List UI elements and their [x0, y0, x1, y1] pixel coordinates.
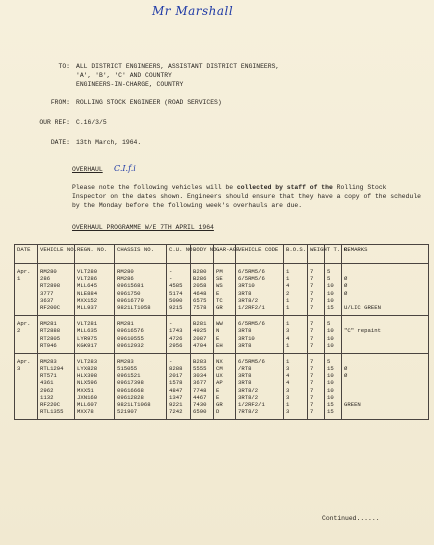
data-cell [284, 264, 308, 316]
cell-value [344, 297, 426, 304]
cell-value: 2956 [169, 341, 183, 349]
cell-value: 09612932 [117, 341, 144, 349]
cell-value: 7 [310, 365, 314, 373]
data-cell [284, 316, 308, 354]
cell-value: Ø [344, 365, 348, 373]
cell-value: 1 [286, 401, 290, 408]
cell-value: 7 [310, 341, 314, 349]
cell-value: RT571 [40, 372, 57, 380]
cell-value: Ø [344, 275, 348, 283]
cell-value: 3 [286, 327, 290, 335]
cell-value: 3 [286, 365, 290, 373]
cell-value: 2 [286, 289, 290, 297]
cell-value: NLX596 [77, 379, 98, 387]
cell-value: "C" repaint [344, 327, 381, 335]
cell-value: SE [216, 275, 223, 283]
data-cell [167, 353, 191, 420]
cell-value: 3034 [193, 372, 207, 380]
column-header: DATE [15, 245, 38, 264]
cell-value: AP [216, 379, 223, 387]
cell-value: /RT8 [238, 365, 252, 373]
column-header: CHASSIS NO. [115, 245, 167, 264]
cell-value: RTL1355 [40, 408, 64, 416]
cell-value: 1743 [169, 327, 183, 335]
cell-value: 7 [310, 268, 314, 275]
cell-value [344, 268, 426, 275]
cell-value: 4726 [169, 334, 183, 342]
cell-value: 3RT8 [238, 327, 252, 335]
cell-value: 3777 [40, 289, 54, 297]
cell-value: 6/5RM5/6 [238, 268, 265, 275]
data-cell [75, 316, 115, 354]
data-cell [284, 353, 308, 420]
cell-value: 7 [310, 289, 314, 297]
cell-value: 10 [327, 296, 334, 304]
cell-value: 3RT8 [238, 341, 252, 349]
cell-value: 3RT8 [238, 289, 252, 297]
cell-value: 09617398 [117, 379, 144, 387]
cell-value: 3RT8/2 [238, 296, 259, 304]
continued-note: Continued...... [322, 515, 380, 522]
cell-value: 7 [310, 401, 314, 408]
to-lines [76, 62, 279, 89]
data-cell [115, 353, 167, 420]
cell-value: 10 [327, 386, 334, 394]
cell-value: 4 [286, 379, 290, 387]
cell-value: RM281 [40, 320, 57, 328]
cell-value: 2087 [193, 334, 207, 342]
cell-value: 1 [286, 357, 290, 365]
cell-value [344, 387, 426, 394]
column-header: REMARKS [342, 245, 429, 264]
data-cell [115, 316, 167, 354]
from-label: FROM: [50, 99, 70, 106]
paragraph-text: Rolling Stock Inspector on the dates shown. Engineers should ensure that they have a copy of the schedule by the Monday before the following week's overhauls are due. [72, 184, 421, 209]
cell-value: 15 [327, 303, 334, 311]
cell-value: 4467 [193, 393, 207, 401]
cell-value: 4361 [40, 379, 54, 387]
cell-value: Ø [344, 289, 348, 297]
data-cell [167, 316, 191, 354]
cell-value: 7430 [193, 401, 207, 408]
cell-value: LYR975 [77, 334, 98, 342]
cell-value: Ø [344, 282, 348, 290]
instruction-paragraph [72, 183, 422, 210]
data-cell [236, 353, 284, 420]
data-cell [214, 353, 236, 420]
cell-value: 4 [286, 282, 290, 290]
cell-value: - [169, 320, 173, 328]
data-cell [167, 264, 191, 316]
cell-value: E [216, 334, 220, 342]
cell-value: 3637 [40, 296, 54, 304]
cell-value: LYX828 [77, 365, 98, 373]
data-cell [342, 316, 429, 354]
cell-value: 2962 [40, 386, 54, 394]
data-cell [75, 264, 115, 316]
cell-value: E [216, 386, 220, 394]
cell-value: 3RT10 [238, 334, 255, 342]
programme-heading: OVERHAUL PROGRAMME W/E 7TH APRIL 1964 [72, 224, 214, 231]
cell-value: MLL607 [77, 401, 98, 408]
cell-value: MXX78 [77, 408, 94, 416]
to-line: ENGINEERS-IN-CHARGE, COUNTRY [76, 81, 184, 88]
table-row [15, 353, 429, 420]
cell-value: RM283 [40, 357, 57, 365]
data-cell [214, 316, 236, 354]
cell-value: 5555 [193, 365, 207, 373]
data-cell [325, 264, 342, 316]
data-cell [38, 353, 75, 420]
date-label: DATE: [50, 139, 70, 146]
data-cell [191, 353, 214, 420]
cell-value: EH [216, 341, 223, 349]
to-label: TO: [58, 63, 70, 70]
cell-value: B283 [193, 357, 207, 365]
cell-value: 4847 [169, 386, 183, 394]
cell-value: RT2805 [40, 334, 61, 342]
cell-value: 3 [286, 393, 290, 401]
cell-value: 09616576 [117, 327, 144, 335]
cell-value: HLX398 [77, 372, 98, 380]
cell-value: VLT280 [77, 268, 98, 275]
cell-value: NX [216, 357, 223, 365]
table-header-row [15, 245, 429, 264]
cell-value: 4 [286, 372, 290, 380]
from-value: ROLLING STOCK ENGINEER (ROAD SERVICES) [76, 99, 222, 106]
cell-value: 5 [327, 357, 331, 365]
cell-value: 5090 [169, 296, 183, 304]
cell-value: 1 [286, 296, 290, 304]
cell-value: 5 [327, 268, 331, 275]
cell-value: 7242 [169, 408, 183, 416]
date-value: 13th March, 1964. [76, 139, 142, 146]
cell-value: 8288 [169, 365, 183, 373]
cell-value: 7 [310, 408, 314, 416]
cell-value: RT2898 [40, 282, 61, 290]
data-cell [236, 316, 284, 354]
column-header: VEHICLE CODE [236, 245, 284, 264]
cell-value: 1/2RF2/1 [238, 303, 265, 311]
cell-value: 09615681 [117, 282, 144, 290]
cell-value: 10 [327, 393, 334, 401]
cell-value: 286 [40, 275, 51, 283]
cell-value [344, 408, 426, 415]
cell-value: RM280 [117, 268, 134, 275]
cell-value: WS [216, 282, 223, 290]
cell-value: RF220C [40, 401, 61, 408]
data-cell [325, 316, 342, 354]
cell-value: 0961750 [117, 289, 141, 297]
cell-value: 3RT8 [238, 379, 252, 387]
cell-value: U/LIC GREEN [344, 303, 381, 311]
cell-value: 6575 [193, 296, 207, 304]
data-cell [236, 264, 284, 316]
cell-value: E [216, 393, 220, 401]
cell-value: 7 [310, 334, 314, 342]
cell-value: 1132 [40, 393, 54, 401]
data-cell [115, 264, 167, 316]
cell-value: 3 [286, 386, 290, 394]
cell-value: 4925 [193, 327, 207, 335]
cell-value: 5 [327, 320, 331, 328]
cell-value: 2058 [193, 282, 207, 290]
cell-value: 9221 [169, 401, 183, 408]
cell-value: VLT286 [77, 275, 98, 283]
overhaul-table [14, 244, 429, 420]
cell-value: - [169, 275, 173, 283]
cell-value: 09610555 [117, 334, 144, 342]
cell-value: 4648 [193, 289, 207, 297]
data-cell [38, 264, 75, 316]
data-cell [191, 316, 214, 354]
cell-value: 6590 [193, 408, 207, 416]
cell-value: 3RT10 [238, 282, 255, 290]
cell-value [344, 342, 426, 349]
cell-value: 7 [310, 296, 314, 304]
cell-value: MLL635 [77, 327, 98, 335]
cell-value: D [216, 408, 220, 416]
column-header: VEHICLE NO. [38, 245, 75, 264]
data-cell [214, 264, 236, 316]
data-cell [342, 264, 429, 316]
cell-value: 4 [286, 334, 290, 342]
column-header: BODY NO. [191, 245, 214, 264]
cell-value: 1578 [169, 379, 183, 387]
overhaul-heading: OVERHAUL [72, 166, 103, 173]
cell-value: Ø [344, 372, 348, 380]
date-cell: Apr. 2 [15, 316, 38, 354]
cell-value [344, 394, 426, 401]
cell-value: 1 [286, 275, 290, 283]
data-cell [75, 353, 115, 420]
cell-value: MLL645 [77, 282, 98, 290]
cell-value: 3677 [193, 379, 207, 387]
cell-value: RTL1294 [40, 365, 64, 373]
cell-value: 09616779 [117, 296, 144, 304]
data-cell [342, 353, 429, 420]
cell-value: PM [216, 268, 223, 275]
cell-value: 15 [327, 401, 334, 408]
cell-value: 1 [286, 320, 290, 328]
paragraph-bold: collected by staff of the [236, 184, 333, 191]
to-line: 'A', 'B', 'C' AND COUNTRY [76, 72, 172, 79]
column-header: B.O.S. [284, 245, 308, 264]
cell-value: 9821LT1058 [117, 303, 151, 311]
cell-value: VLT283 [77, 357, 98, 365]
cell-value: 7 [310, 275, 314, 283]
cell-value: 10 [327, 379, 334, 387]
cell-value: 1 [286, 341, 290, 349]
cell-value: RM280 [40, 268, 57, 275]
cell-value: WW [216, 320, 223, 328]
to-line: ALL DISTRICT ENGINEERS, ASSISTANT DISTRICT ENGINEERS, [76, 63, 280, 70]
cell-value: 7 [310, 303, 314, 311]
cell-value: - [169, 268, 173, 275]
cell-value: B281 [193, 320, 207, 328]
cell-value: 515055 [117, 365, 138, 373]
cell-value: 5174 [169, 289, 183, 297]
cell-value: 521907 [117, 408, 138, 416]
cell-value: 3RT8/2 [238, 393, 259, 401]
cell-value: 7748 [193, 386, 207, 394]
date-cell: Apr. 1 [15, 264, 38, 316]
cell-value: 10 [327, 289, 334, 297]
cell-value: RF200C [40, 303, 61, 311]
cell-value: - [169, 357, 173, 365]
cell-value: 1 [286, 268, 290, 275]
cell-value: 7 [310, 282, 314, 290]
cell-value: KGK917 [77, 341, 98, 349]
cell-value: 3RT8/2 [238, 386, 259, 394]
cell-value: 10 [327, 327, 334, 335]
cell-value: CM [216, 365, 223, 373]
date-cell: Apr. 3 [15, 353, 38, 420]
data-cell [308, 316, 325, 354]
cell-value: 7 [310, 379, 314, 387]
cell-value: 10 [327, 372, 334, 380]
overhaul-mark: C.I.f.i [114, 164, 136, 173]
cell-value: 3RT8 [238, 372, 252, 380]
cell-value: 2017 [169, 372, 183, 380]
cell-value: 1 [286, 303, 290, 311]
cell-value: RT946 [40, 341, 57, 349]
cell-value: 0961521 [117, 372, 141, 380]
cell-value: 10 [327, 334, 334, 342]
cell-value: 10 [327, 282, 334, 290]
cell-value: VLT281 [77, 320, 98, 328]
handwritten-note: Mr Marshall [152, 4, 234, 18]
cell-value: N [216, 327, 220, 335]
cell-value: GR [216, 303, 223, 311]
cell-value: 7 [310, 372, 314, 380]
cell-value [344, 335, 426, 342]
cell-value: MXX152 [77, 296, 98, 304]
cell-value: 5 [327, 275, 331, 283]
cell-value: 15 [327, 365, 334, 373]
cell-value: 7 [310, 327, 314, 335]
cell-value: 4704 [193, 341, 207, 349]
cell-value [344, 379, 426, 386]
cell-value: 9821LT1068 [117, 401, 151, 408]
cell-value: MXX51 [77, 386, 94, 394]
cell-value: 10 [327, 341, 334, 349]
cell-value: NLE884 [77, 289, 98, 297]
cell-value: 4585 [169, 282, 183, 290]
cell-value: 1/2RF2/1 [238, 401, 265, 408]
cell-value: 7 [310, 386, 314, 394]
cell-value: UX [216, 372, 223, 380]
cell-value: 6/5RM5/6 [238, 320, 265, 328]
cell-value: B280 [193, 268, 207, 275]
cell-value: 09612828 [117, 393, 144, 401]
cell-value: TC [216, 296, 223, 304]
column-header: REGN. NO. [75, 245, 115, 264]
cell-value: 9215 [169, 303, 183, 311]
cell-value: 7578 [193, 303, 207, 311]
cell-value: 1347 [169, 393, 183, 401]
column-header: GAR-AGE [214, 245, 236, 264]
data-cell [191, 264, 214, 316]
cell-value: RM286 [117, 275, 134, 283]
cell-value: 09616668 [117, 386, 144, 394]
cell-value: RM283 [117, 357, 134, 365]
cell-value [344, 358, 426, 365]
column-header: WEIGHT T. C. [308, 245, 325, 264]
cell-value: JXN160 [77, 393, 98, 401]
cell-value: GR [216, 401, 223, 408]
cell-value: 7 [310, 393, 314, 401]
cell-value: E [216, 289, 220, 297]
cell-value: RM281 [117, 320, 134, 328]
ref-label: OUR REF: [39, 119, 70, 126]
column-header: C.U. NO. [167, 245, 191, 264]
cell-value: RT2888 [40, 327, 61, 335]
cell-value: B286 [193, 275, 207, 283]
data-cell [308, 353, 325, 420]
table-row [15, 264, 429, 316]
data-cell [325, 353, 342, 420]
ref-value: C.16/3/5 [76, 119, 107, 126]
cell-value: MLL937 [77, 303, 98, 311]
cell-value: 15 [327, 408, 334, 416]
table-row [15, 316, 429, 354]
cell-value: 6/5RM5/6 [238, 357, 265, 365]
paragraph-text: Please note the following vehicles will be [72, 184, 237, 191]
cell-value: 7 [310, 357, 314, 365]
data-cell [308, 264, 325, 316]
cell-value: 7 [310, 320, 314, 328]
cell-value: 6/5RM5/6 [238, 275, 265, 283]
cell-value: 3 [286, 408, 290, 416]
cell-value: 7RT8/2 [238, 408, 259, 416]
cell-value: GREEN [344, 401, 361, 408]
data-cell [38, 316, 75, 354]
cell-value [344, 320, 426, 327]
